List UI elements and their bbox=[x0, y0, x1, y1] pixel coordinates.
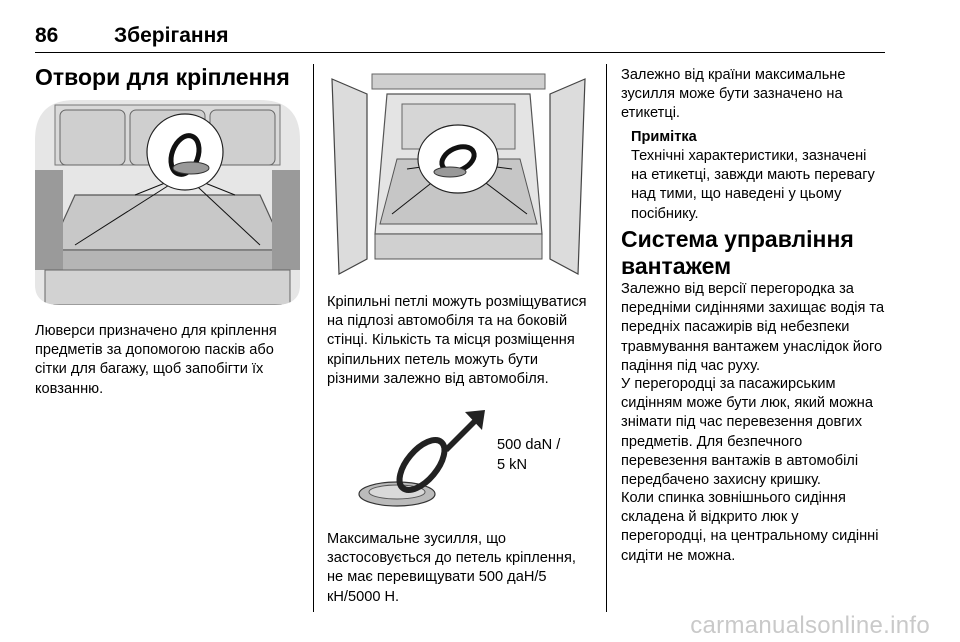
load-management-heading: Система управління вантажем bbox=[621, 226, 854, 279]
center-seat-warning: Коли спинка зовнішнього сидіння складена й відкрито люк у перегородці, на центральному сидінні сидіти не можна. bbox=[621, 490, 879, 564]
anchor-points-description: Люверси призначено для кріплення предметів за допомогою пасків або сітки для багажу, щоб запобігти їх ковзанню. bbox=[35, 323, 277, 397]
partition-description: Залежно від версії перегородка за передніми сидіннями захищає водія та передніх пасажирів від небезпеки травмування вантажем унаслідок його падіння під час руху. bbox=[621, 281, 885, 374]
force-label-line-2: 5 kN bbox=[497, 457, 528, 473]
column-divider-1 bbox=[313, 64, 314, 612]
watermark: carmanualsonline.info bbox=[690, 612, 930, 639]
partition-hatch-description: У перегородці за пасажирським сидінням може бути люк, який можна знімати під час перевезення довгих предметів. Для безпечного перевезення вантажів в автомобілі передбачено захисну кришку. bbox=[621, 376, 873, 489]
anchor-points-heading: Отвори для кріплення bbox=[35, 64, 290, 90]
section-title: Зберігання bbox=[114, 24, 229, 47]
cargo-area-rear-view-illustration bbox=[327, 64, 590, 279]
tie-down-loops-description: Кріпильні петлі можуть розміщуватися на підлозі автомобіля та на боковій стінці. Кількість та місця розміщення кріпильних петель можуть бути різними залежно від автомобіля. bbox=[327, 294, 587, 387]
page-number: 86 bbox=[35, 24, 59, 47]
header-rule bbox=[35, 52, 885, 53]
force-label-line-1: 500 daN / bbox=[497, 437, 561, 453]
label-info-text: Залежно від країни максимальне зусилля може бути зазначено на етикетці. bbox=[621, 67, 846, 122]
maximum-force-description: Максимальне зусилля, що застосовується до петель кріплення, не має перевищувати 500 даН/5 кН/5000 Н. bbox=[327, 531, 576, 605]
cargo-floor-illustration bbox=[35, 100, 300, 305]
tie-down-loop-force-illustration bbox=[352, 410, 487, 515]
note-text: Технічні характеристики, зазначені на етикетці, завжди мають перевагу над тими, що наведені у цьому посібнику. bbox=[631, 148, 875, 222]
column-divider-2 bbox=[606, 64, 607, 612]
note-title: Примітка bbox=[631, 129, 697, 145]
